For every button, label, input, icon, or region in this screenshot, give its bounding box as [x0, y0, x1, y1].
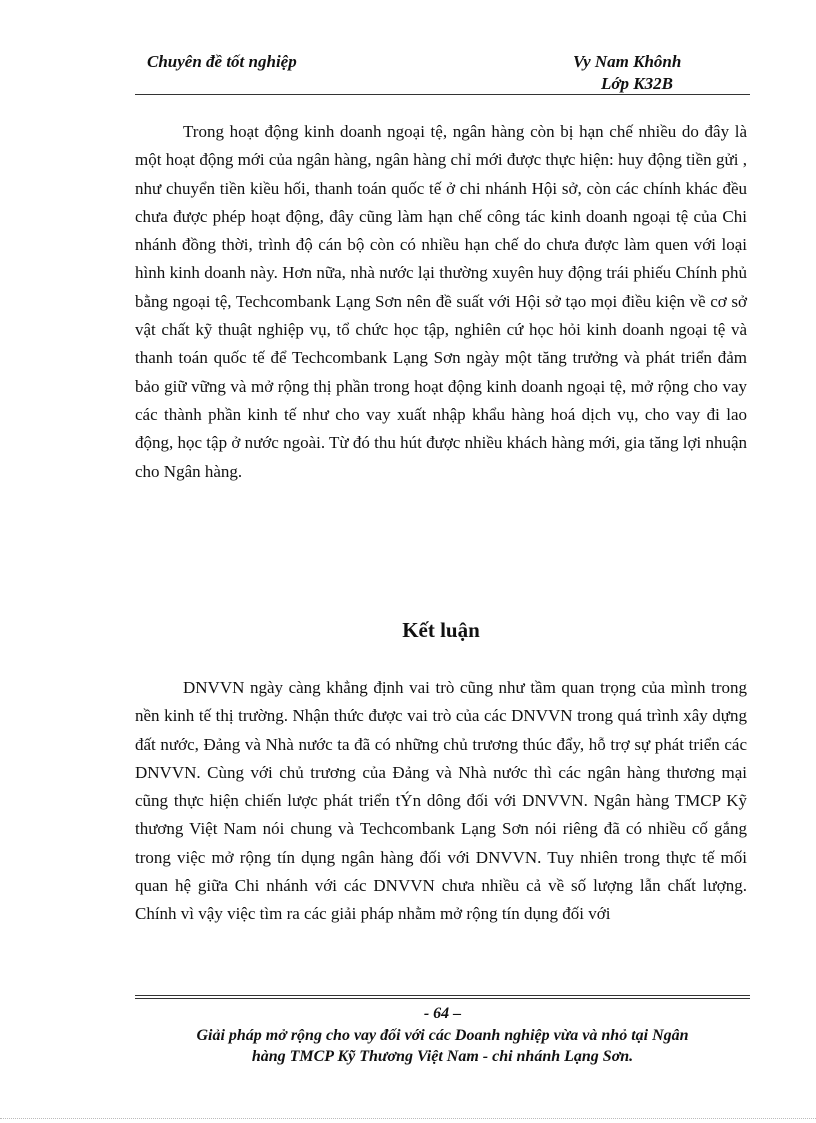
page-footer [135, 995, 750, 1067]
header-class: Lớp K32B [601, 74, 673, 93]
body-paragraph-2: DNVVN ngày càng khẳng định vai trò cũng như tầm quan trọng của mình trong nền kinh tế thị trường. Nhận thức được vai trò của các DNVVN trong quá trình xây dựng đất nước, Đảng và Nhà nước ta đã có những chủ trương thúc đẩy, hỗ trợ sự phát triển các DNVVN. Cùng với chủ trương của Đảng và Nhà nước thì các ngân hàng thương mại cũng thực hiện chiến lược phát triển tÝn dông đối với DNVVN. Ngân hàng TMCP Kỹ thương Việt Nam nói chung và Techcombank Lạng Sơn nói riêng đã có nhiều cố gắng trong việc mở rộng tín dụng ngân hàng đối với DNVVN. Tuy nhiên trong thực tế mối quan hệ giữa Chi nhánh với các DNVVN chưa nhiều cả về số lượng lẫn chất lượng. Chính vì vậy việc tìm ra các giải pháp nhằm mở rộng tín dụng đối với [135, 678, 747, 924]
page-header [135, 48, 750, 96]
body-paragraph-1: Trong hoạt động kinh doanh ngoại tệ, ngân hàng còn bị hạn chế nhiều do đây là một hoạt động mới của ngân hàng, ngân hàng chỉ mới được thực hiện: huy động tiền gửi , như chuyển tiền kiều hối, thanh toán quốc tế ở chi nhánh Hội sở, còn các chính khác đều chưa được phép hoạt động, đây cũng làm hạn chế công tác kinh doanh ngoại tệ của Chi nhánh đồng thời, trình độ cán bộ còn có nhiều hạn chế do chưa được làm quen với loại hình kinh doanh này. Hơn nữa, nhà nước lại thường xuyên huy động trái phiếu Chính phủ bằng ngoại tệ, Techcombank Lạng Sơn nên đề suất với Hội sở tạo mọi điều kiện về cơ sở vật chất kỹ thuật nghiệp vụ, tổ chức học tập, nghiên cứ học hỏi kinh doanh ngoại tệ và thanh toán quốc tế để Techcombank Lạng Sơn ngày một tăng trưởng và phát triển đảm bảo giữ vững và mở rộng thị phần trong hoạt động kinh doanh ngoại tệ, mở rộng cho vay các thành phần kinh tế như cho vay xuất nhập khẩu hàng hoá dịch vụ, cho vay đi lao động, học tập ở nước ngoài. Từ đó thu hút được nhiều khách hàng mới, gia tăng lợi nhuận cho Ngân hàng. [135, 122, 747, 481]
page-edge-divider [0, 1118, 816, 1119]
footer-title-line-2: hàng TMCP Kỹ Thương Việt Nam - chi nhánh Lạng Sơn. [251, 1048, 634, 1065]
footer-title-line-1: Giải pháp mở rộng cho vay đối với các Doanh nghiệp vừa và nhỏ tại Ngân [196, 1027, 689, 1044]
footer-divider-top [135, 995, 750, 996]
header-divider [135, 94, 750, 95]
section-heading: Kết luận [402, 618, 480, 642]
page-number: - 64 – [423, 1005, 462, 1022]
footer-divider-bottom [135, 998, 750, 999]
header-author: Vy Nam Khônh [573, 52, 682, 71]
header-document-type: Chuyên đề tốt nghiệp [147, 52, 297, 71]
